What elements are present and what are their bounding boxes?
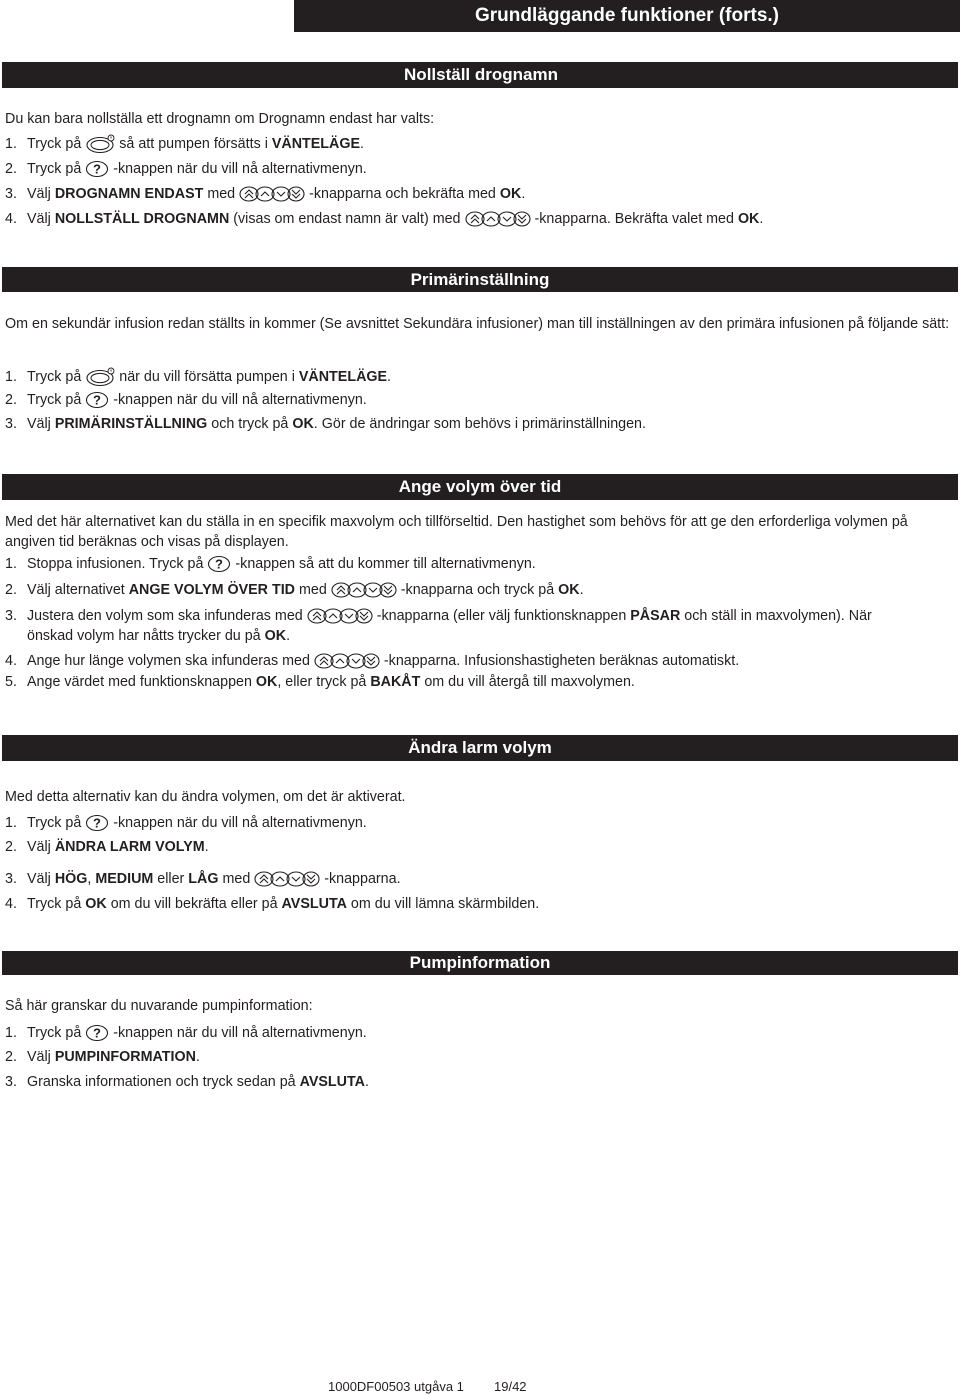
list-item: 2. Tryck på ? -knappen när du vill nå alternativmenyn.: [5, 392, 367, 408]
svg-text:?: ?: [93, 815, 102, 831]
intro-text: Med det här alternativet kan du ställa in en specifik maxvolym och tillförseltid. Den hastighet som behövs för att ge den erforderliga volymen på angiven tid beräknas och visas på displayen.: [5, 514, 908, 550]
help-question-icon: [207, 555, 231, 573]
up-down-arrows-icon: [465, 210, 531, 228]
svg-text:?: ?: [93, 1025, 102, 1041]
section-title-volume-over-time: Ange volym över tid: [2, 474, 958, 500]
list-item: 1. Tryck på ? -knappen när du vill nå alternativmenyn.: [5, 815, 367, 831]
list-item: 4. Ange hur länge volymen ska infunderas med -knapparna. Infusionshastigheten beräknas automatiskt.: [5, 653, 740, 669]
list-item: 3. Välj PRIMÄRINSTÄLLNING och tryck på OK. Gör de ändringar som behövs i primärinställningen.: [5, 416, 646, 432]
page-number: 19/42: [494, 1379, 527, 1394]
list-item: 2. Välj ÄNDRA LARM VOLYM.: [5, 839, 209, 855]
list-item: 5. Ange värdet med funktionsknappen OK, eller tryck på BAKÅT om du vill återgå till maxvolymen.: [5, 674, 635, 690]
list-item: 3. Justera den volym som ska infunderas med -knapparna (eller välj funktionsknappen PÅSAR och ställ in maxvolymen). När: [5, 608, 872, 624]
intro-text: Med detta alternativ kan du ändra volymen, om det är aktiverat.: [5, 789, 406, 805]
list-item-continuation: önskad volym har nåtts trycker du på OK.: [27, 628, 291, 644]
section-title-alarm-volume: Ändra larm volym: [2, 735, 958, 761]
list-item: 3. Välj DROGNAMN ENDAST med -knapparna och bekräfta med OK.: [5, 186, 526, 202]
help-question-icon: [85, 814, 109, 832]
list-item: 4. Tryck på OK om du vill bekräfta eller på AVSLUTA om du vill lämna skärmbilden.: [5, 896, 540, 912]
list-item: 4. Välj NOLLSTÄLL DROGNAMN (visas om endast namn är valt) med -knapparna. Bekräfta valet med OK.: [5, 211, 764, 227]
pause-standby-icon: [85, 367, 115, 387]
pause-standby-icon: [85, 134, 115, 154]
list-item: 1. Tryck på så att pumpen försätts i VÄNTELÄGE.: [5, 134, 364, 154]
list-item: 1. Stoppa infusionen. Tryck på ? -knappen så att du kommer till alternativmenyn.: [5, 556, 536, 572]
up-down-arrows-icon: [254, 870, 320, 888]
up-down-arrows-icon: [331, 581, 397, 599]
intro-text: Så här granskar du nuvarande pumpinformation:: [5, 998, 313, 1014]
intro-text: Om en sekundär infusion redan ställts in kommer (Se avsnittet Sekundära infusioner) man till inställningen av den primära infusionen på följande sätt:: [5, 316, 950, 332]
intro-text: Du kan bara nollställa ett drognamn om Drognamn endast har valts:: [5, 111, 435, 127]
document-code: 1000DF00503 utgåva 1: [328, 1379, 464, 1394]
svg-text:?: ?: [215, 556, 224, 572]
help-question-icon: [85, 1024, 109, 1042]
svg-text:?: ?: [93, 161, 102, 177]
list-item: 1. Tryck på när du vill försätta pumpen i VÄNTELÄGE.: [5, 367, 391, 387]
list-item: 3. Välj HÖG, MEDIUM eller LÅG med -knapparna.: [5, 871, 401, 887]
svg-text:?: ?: [93, 392, 102, 408]
list-item: 1. Tryck på ? -knappen när du vill nå alternativmenyn.: [5, 1025, 367, 1041]
list-item: 2. Tryck på ? -knappen när du vill nå alternativmenyn.: [5, 161, 367, 177]
list-item: 3. Granska informationen och tryck sedan på AVSLUTA.: [5, 1074, 369, 1090]
list-item: 2. Välj alternativet ANGE VOLYM ÖVER TID med -knapparna och tryck på OK.: [5, 582, 584, 598]
section-title-primary-setting: Primärinställning: [2, 267, 958, 292]
list-item: 2. Välj PUMPINFORMATION.: [5, 1049, 200, 1065]
section-title-reset-drug-name: Nollställ drognamn: [2, 62, 958, 88]
up-down-arrows-icon: [239, 185, 305, 203]
help-question-icon: [85, 391, 109, 409]
help-question-icon: [85, 160, 109, 178]
up-down-arrows-icon: [314, 652, 380, 670]
up-down-arrows-icon: [307, 607, 373, 625]
section-title-pump-information: Pumpinformation: [2, 951, 958, 975]
page-header-title: Grundläggande funktioner (forts.): [294, 0, 960, 32]
